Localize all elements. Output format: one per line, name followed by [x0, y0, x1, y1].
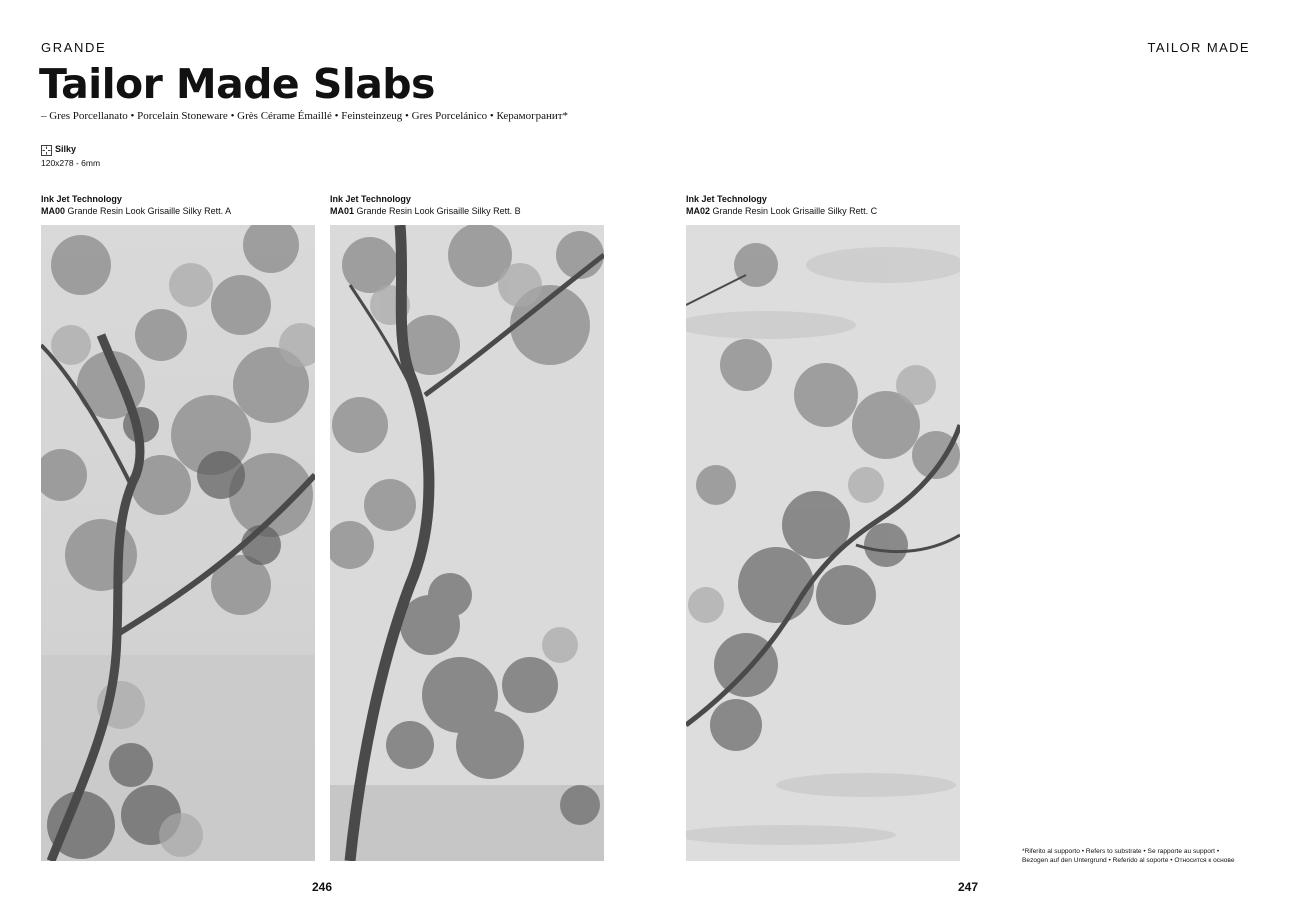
product-name: Grande Resin Look Grisaille Silky Rett. A — [67, 206, 232, 216]
product-label-ma02 — [686, 193, 877, 217]
product-label-ma01 — [330, 193, 521, 217]
slab-size: 120x278 - 6mm — [41, 158, 101, 168]
silky-finish-icon — [41, 143, 52, 154]
brand-label: GRANDE — [41, 40, 107, 55]
footnote-line: *Riferito al supporto • Refers to substrate • Se rapporte au support • — [1022, 848, 1220, 855]
product-technology: Ink Jet Technology — [686, 194, 767, 204]
product-label-ma00 — [41, 193, 231, 217]
footnote — [1022, 847, 1262, 865]
product-technology: Ink Jet Technology — [330, 194, 411, 204]
page-number-left: 246 — [312, 880, 333, 894]
finish-label: Silky — [55, 143, 77, 154]
page-title: Tailor Made Slabs — [39, 60, 435, 108]
slab-image-ma01 — [330, 225, 604, 861]
product-name: Grande Resin Look Grisaille Silky Rett. C — [712, 206, 878, 216]
footnote-line: Bezogen auf den Untergrund • Referido al soporte • Относится к основе — [1022, 857, 1235, 864]
slab-image-ma00 — [41, 225, 315, 861]
section-label: TAILOR MADE — [1147, 40, 1250, 55]
finish-row — [41, 143, 76, 154]
product-name: Grande Resin Look Grisaille Silky Rett. B — [356, 206, 521, 216]
page-number-right: 247 — [958, 880, 979, 894]
materials-line: – Gres Porcellanato • Porcelain Stoneware • Grès Cérame Émaillé • Feinsteinzeug • Gres Porcelánico • Керамогранит* — [41, 110, 569, 122]
product-code: MA02 — [686, 206, 711, 216]
product-technology: Ink Jet Technology — [41, 194, 122, 204]
product-code: MA00 — [41, 206, 66, 216]
slab-image-ma02 — [686, 225, 960, 861]
product-code: MA01 — [330, 206, 355, 216]
